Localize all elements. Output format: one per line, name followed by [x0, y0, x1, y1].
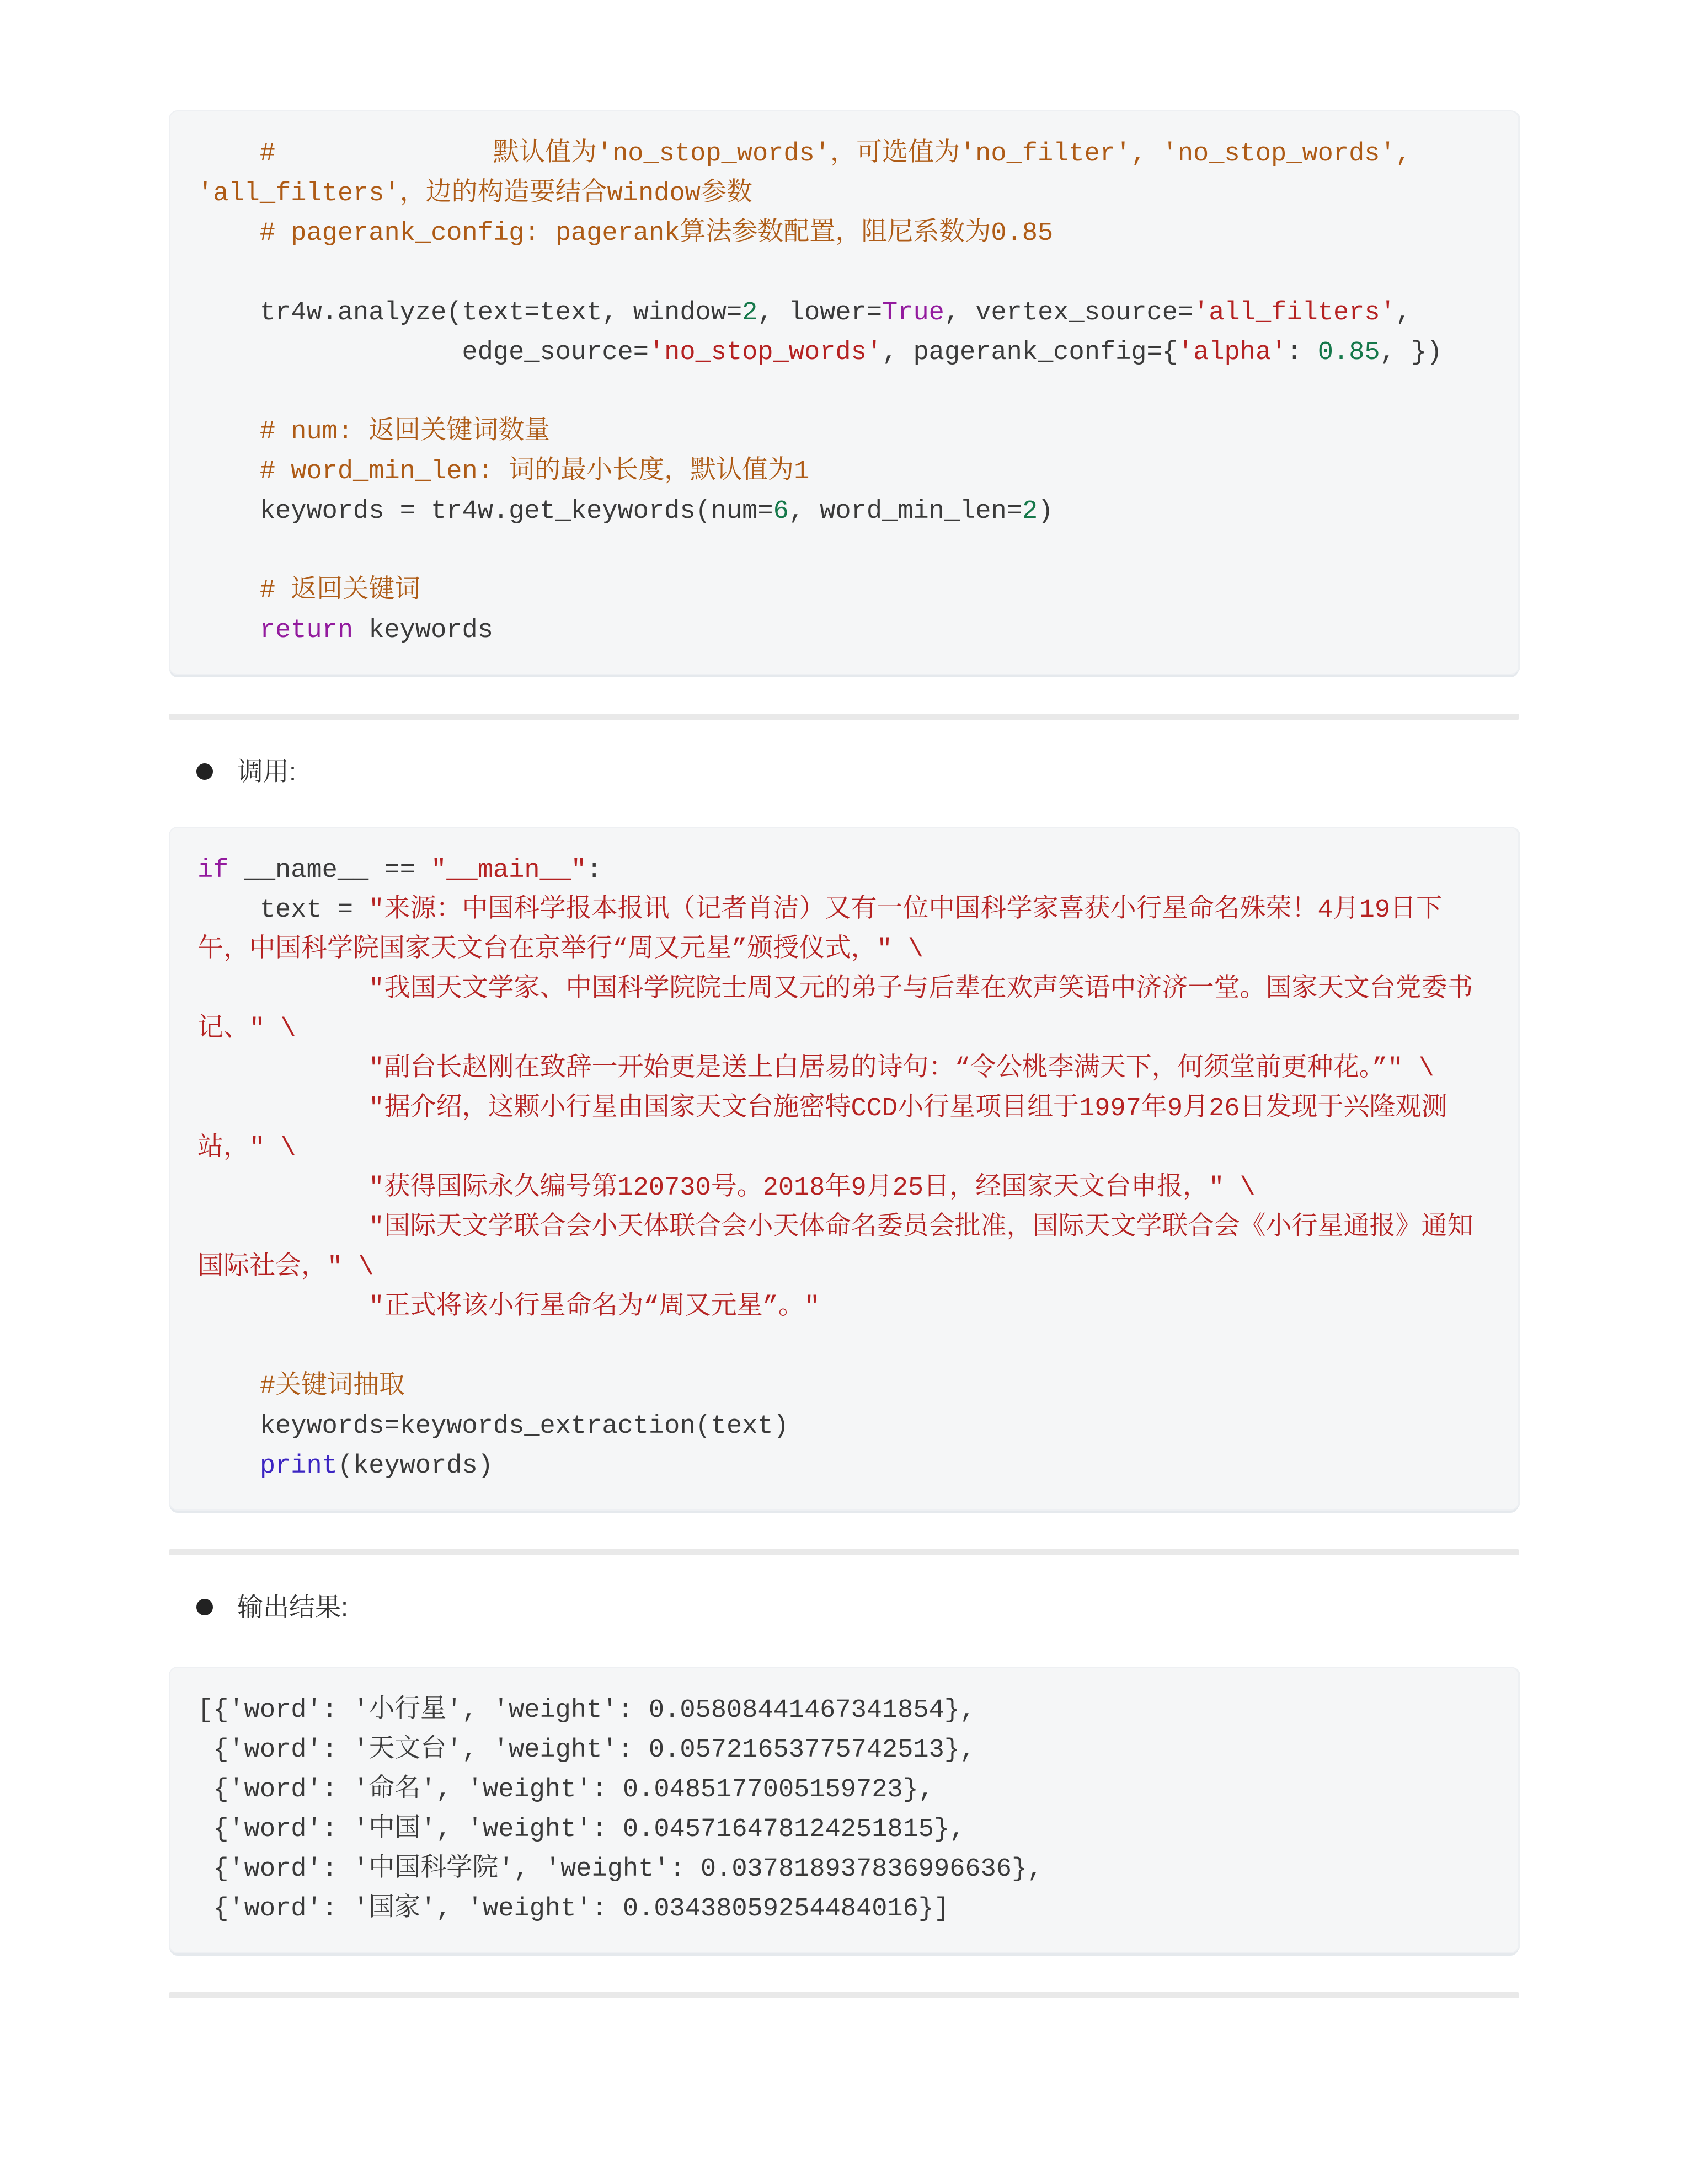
- code-line: # word_min_len: 词的最小长度，默认值为1: [197, 457, 810, 486]
- code-line: "正式将该小行星命名为“周又元星”。": [197, 1293, 820, 1322]
- bullet-icon: [196, 1599, 213, 1615]
- section-divider: [169, 1549, 1519, 1555]
- code-block-keywords-extraction-function: [169, 110, 1519, 675]
- code-line: # pagerank_config: pagerank算法参数配置，阻尼系数为0.85: [197, 219, 1054, 248]
- code-line: "据介绍，这颗小行星由国家天文台施密特CCD小行星项目组于1997年9月26日发现于兴隆观测站，" \: [197, 1094, 1447, 1163]
- code-line: keywords=keywords_extraction(text): [197, 1412, 789, 1441]
- code-line: edge_source='no_stop_words', pagerank_config={'alpha': 0.85, }): [197, 338, 1443, 367]
- code-line: [197, 373, 1491, 413]
- code-line: return keywords: [259, 616, 493, 645]
- code-block-output-result: [169, 1667, 1519, 1953]
- bullet-label-call: 调用:: [237, 757, 297, 786]
- code-line: {'word': '中国科学院', 'weight': 0.037818937836996636},: [197, 1855, 1043, 1884]
- code-line: print(keywords): [259, 1452, 493, 1481]
- code-line: keywords = tr4w.get_keywords(num=6, word_min_len=2): [197, 497, 1054, 526]
- code-line: {'word': '国家', 'weight': 0.03438059254484016}]: [197, 1894, 950, 1924]
- code-line: #关键词抽取: [197, 1372, 405, 1401]
- bullet-label-output: 输出结果:: [237, 1592, 349, 1621]
- code-line: # 默认值为'no_stop_words'，可选值为'no_filter', 'no_stop_words', 'all_filters'，边的构造要结合window参数: [197, 140, 1427, 208]
- code-line: # num: 返回关键词数量: [197, 417, 551, 447]
- code-line: [{'word': '小行星', 'weight': 0.05808441467341854},: [197, 1696, 976, 1725]
- code-line: [197, 532, 1491, 571]
- code-line: tr4w.analyze(text=text, window=2, lower=True, vertex_source='all_filters',: [197, 298, 1412, 328]
- code-line: [197, 1327, 1491, 1367]
- section-divider: [169, 714, 1519, 720]
- code-line: {'word': '中国', 'weight': 0.045716478124251815},: [197, 1815, 965, 1844]
- code-block-main-call: [169, 827, 1519, 1511]
- bullet-item-output: [169, 1587, 1519, 1627]
- bullet-icon: [196, 763, 213, 780]
- code-line: "国际天文学联合会小天体联合会小天体命名委员会批准，国际天文学联合会《小行星通报》通知国际社会，" \: [197, 1213, 1473, 1282]
- code-line: text = "来源：中国科学报本报讯（记者肖洁）又有一位中国科学家喜获小行星命名殊荣！4月19日下午，中国科学院国家天文台在京举行“周又元星”颁授仪式，" \: [197, 896, 1443, 965]
- section-divider: [169, 1992, 1519, 1998]
- code-line: [197, 254, 1491, 293]
- code-line: "获得国际永久编号第120730号。2018年9月25日，经国家天文台申报，" \: [197, 1174, 1256, 1203]
- code-line: # 返回关键词: [197, 576, 421, 606]
- code-line: "我国天文学家、中国科学院院士周又元的弟子与后辈在欢声笑语中济济一堂。国家天文台党委书记、" \: [197, 975, 1473, 1044]
- bullet-item-call: [169, 752, 1519, 791]
- code-line: {'word': '天文台', 'weight': 0.05721653775742513},: [197, 1736, 976, 1765]
- code-line: "副台长赵刚在致辞一开始更是送上白居易的诗句：“令公桃李满天下，何须堂前更种花。”" \: [197, 1054, 1434, 1084]
- code-line: {'word': '命名', 'weight': 0.0485177005159723},: [197, 1775, 934, 1805]
- code-line: if __name__ == "__main__":: [197, 856, 602, 885]
